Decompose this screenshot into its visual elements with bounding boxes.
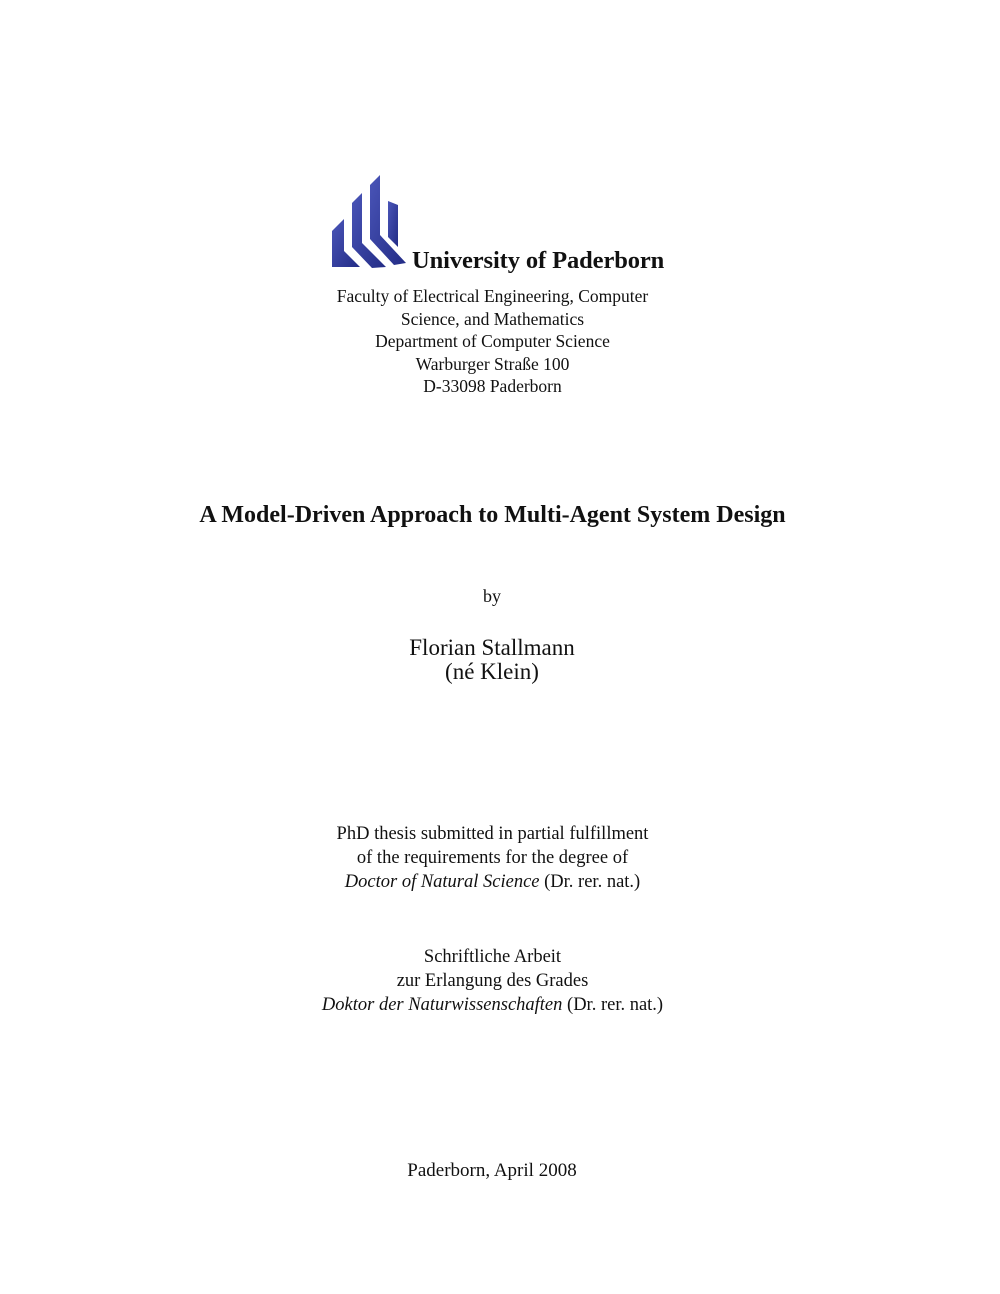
submission-de-line-1: Schriftliche Arbeit — [423, 947, 562, 967]
submission-statement-en — [250, 822, 735, 894]
submission-statement-de — [250, 945, 735, 1017]
author-birth-name: (né Klein) — [445, 659, 539, 684]
degree-en-line — [250, 870, 735, 894]
degree-en-abbr: (Dr. rer. nat.) — [539, 872, 641, 892]
degree-en-name: Doctor of Natural Science — [344, 872, 540, 892]
faculty-line-2: Science, and Mathematics — [400, 308, 585, 329]
author-block — [342, 636, 642, 684]
by-label: by — [483, 586, 501, 606]
degree-de-abbr: (Dr. rer. nat.) — [562, 995, 664, 1015]
street-line: Warburger Straße 100 — [415, 353, 570, 374]
submission-de-line-2: zur Erlangung des Grades — [396, 971, 589, 991]
author-name: Florian Stallmann — [409, 635, 575, 660]
faculty-line-1: Faculty of Electrical Engineering, Computer — [336, 286, 649, 306]
submission-en-line-2: of the requirements for the degree of — [356, 848, 629, 868]
university-logo — [332, 175, 406, 269]
thesis-title: A Model-Driven Approach to Multi-Agent System Design — [199, 502, 786, 528]
degree-de-name: Doktor der Naturwissenschaften — [321, 995, 563, 1015]
address-block — [300, 285, 685, 398]
city-line: D-33098 Paderborn — [423, 376, 562, 396]
university-name: University of Paderborn — [412, 247, 665, 274]
place-and-date: Paderborn, April 2008 — [407, 1160, 577, 1181]
submission-en-line-1: PhD thesis submitted in partial fulfillment — [336, 824, 649, 844]
department-line: Department of Computer Science — [375, 331, 610, 351]
degree-de-line — [250, 993, 735, 1017]
